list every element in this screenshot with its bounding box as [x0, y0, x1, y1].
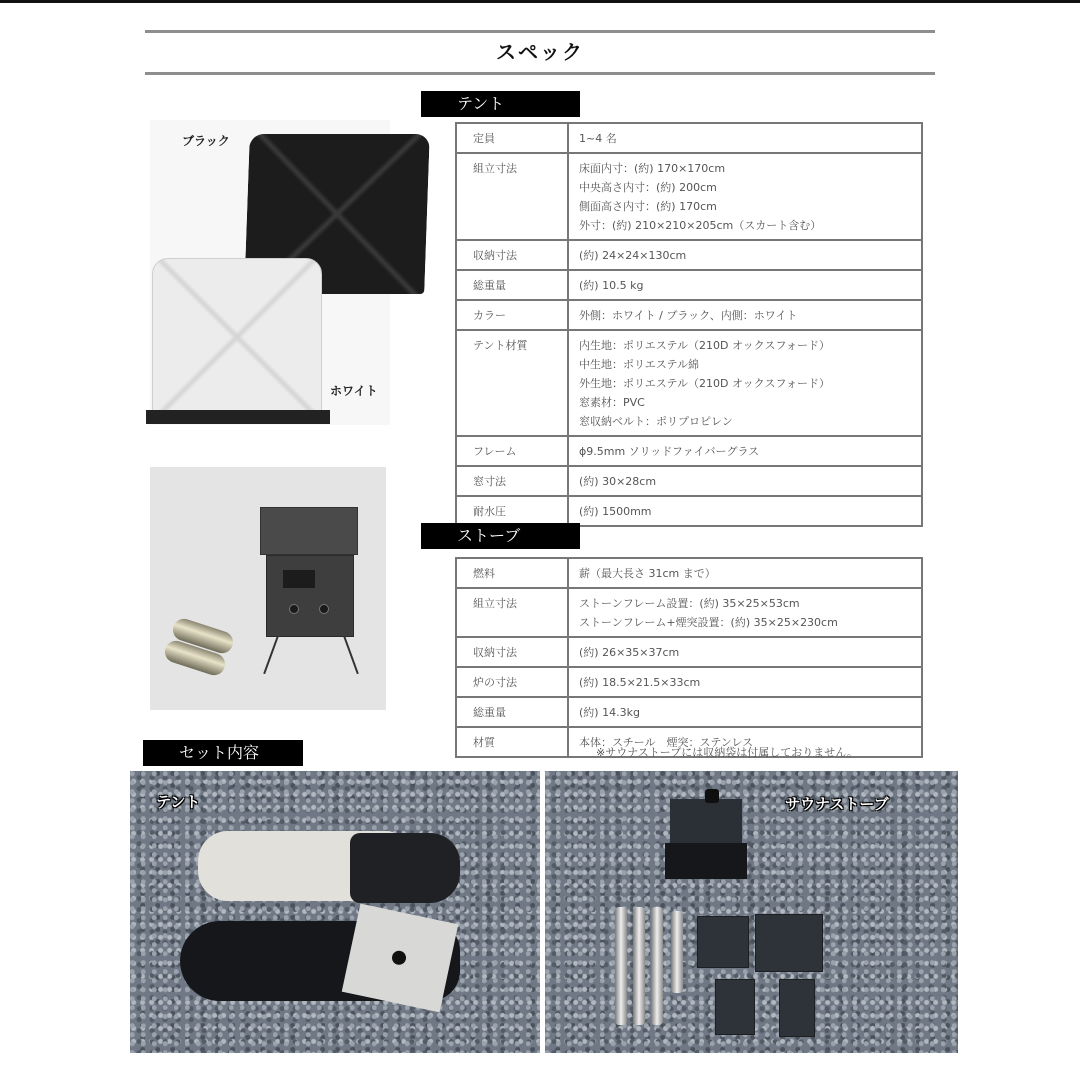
spec-key: 総重量 [456, 697, 568, 727]
title-rule-top [145, 30, 935, 33]
stove-front-graphic [665, 843, 747, 879]
spec-value-line: ストーンフレーム設置：(約) 35×25×53cm [579, 597, 800, 610]
spec-value-line: 薪（最大長さ 31cm まで） [579, 567, 716, 580]
spec-key: 収納寸法 [456, 240, 568, 270]
stove-frame-graphic [260, 507, 358, 555]
spec-value-line: ϕ9.5mm ソリッドファイバーグラス [579, 445, 760, 458]
pipe-segment-graphic [615, 907, 627, 1025]
spec-row [456, 667, 922, 697]
spec-key: 燃料 [456, 558, 568, 588]
spec-key: 材質 [456, 727, 568, 757]
set-caption-stove: サウナストーブ [785, 795, 889, 813]
spec-value [568, 240, 922, 270]
set-photo-stove [545, 771, 958, 1053]
spec-value-line: 中生地：ポリエステル綿 [579, 358, 700, 371]
stove-panel-graphic [755, 914, 823, 972]
spec-value-line: 本体：スチール 煙突：ステンレス [579, 736, 754, 749]
tent-spec-table [455, 122, 923, 527]
stove-panel-graphic [697, 916, 749, 968]
stove-panel-graphic [779, 979, 815, 1037]
spec-key: 収納寸法 [456, 637, 568, 667]
spec-value [568, 466, 922, 496]
stove-window-graphic [283, 570, 315, 588]
spec-row [456, 123, 922, 153]
spec-row [456, 300, 922, 330]
spec-value-line: 外寸：(約) 210×210×205cm（スカート含む） [579, 219, 822, 232]
spec-value-line: (約) 10.5 kg [579, 279, 644, 292]
stove-leg-graphic [263, 636, 279, 674]
spec-key: 総重量 [456, 270, 568, 300]
tent-skirt-graphic [146, 410, 330, 424]
stove-knob-icon [289, 604, 299, 614]
stove-panel-graphic [715, 979, 755, 1035]
spec-key: 組立寸法 [456, 153, 568, 240]
pipe-segment-graphic [633, 907, 645, 1025]
spec-value-line: (約) 18.5×21.5×33cm [579, 676, 701, 689]
spec-value-line: 窓素材：PVC [579, 396, 645, 409]
spec-value-line: 内生地：ポリエステル（210D オックスフォード） [579, 339, 830, 352]
title-rule-bottom [145, 72, 935, 75]
spec-value-line: 側面高さ内寸：(約) 170cm [579, 200, 717, 213]
spec-value [568, 123, 922, 153]
spec-value-line: ストーンフレーム+煙突設置：(約) 35×25×230cm [579, 616, 838, 629]
spec-value-line: 1~4 名 [579, 132, 617, 145]
spec-row [456, 558, 922, 588]
spec-value [568, 496, 922, 526]
spec-value-line: 床面内寸：(約) 170×170cm [579, 162, 726, 175]
spec-value-line: (約) 24×24×130cm [579, 249, 687, 262]
spec-value [568, 558, 922, 588]
spec-key: 耐水圧 [456, 496, 568, 526]
spec-key: 炉の寸法 [456, 667, 568, 697]
spec-row [456, 496, 922, 526]
stove-spec-table [455, 557, 923, 758]
stove-knob-icon [319, 604, 329, 614]
set-caption-tent: テント [156, 793, 201, 811]
black-color-label: ブラック [182, 134, 230, 148]
rolled-tent-dark-graphic [350, 833, 460, 903]
spec-value [568, 300, 922, 330]
section-label-tent: テント [421, 91, 580, 117]
spec-key: 窓寸法 [456, 466, 568, 496]
section-label-set-contents: セット内容 [143, 740, 303, 766]
spec-value-line: (約) 30×28cm [579, 475, 657, 488]
tent-product-image [150, 120, 390, 425]
stove-box-graphic [670, 799, 742, 849]
stove-firebox-graphic [266, 555, 354, 637]
spec-value-line: (約) 26×35×37cm [579, 646, 680, 659]
spec-row [456, 270, 922, 300]
spec-value [568, 330, 922, 436]
spec-row [456, 466, 922, 496]
spec-value-line: (約) 1500mm [579, 505, 652, 518]
spec-value [568, 270, 922, 300]
stove-note: ※サウナストーブには収納袋は付属しておりません。 [596, 746, 858, 759]
page-title: スペック [496, 40, 584, 64]
stove-chimney-collar-graphic [705, 789, 719, 803]
spec-value-line: 窓収納ベルト：ポリプロピレン [579, 415, 733, 428]
spec-row [456, 697, 922, 727]
pipe-segment-graphic [671, 911, 683, 993]
white-tent-graphic [152, 258, 322, 416]
spec-value [568, 697, 922, 727]
spec-value-line: 中央高さ内寸：(約) 200cm [579, 181, 717, 194]
stove-leg-graphic [343, 636, 359, 674]
spec-row [456, 240, 922, 270]
section-label-stove: ストーブ [421, 523, 580, 549]
spec-key: 組立寸法 [456, 588, 568, 637]
spec-value [568, 153, 922, 240]
spec-row [456, 436, 922, 466]
spec-key: フレーム [456, 436, 568, 466]
spec-row [456, 588, 922, 637]
white-color-label: ホワイト [330, 384, 378, 398]
spec-row [456, 330, 922, 436]
spec-value-line: 外生地：ポリエステル（210D オックスフォード） [579, 377, 830, 390]
spec-key: 定員 [456, 123, 568, 153]
stove-product-image [150, 467, 386, 710]
spec-key: テント材質 [456, 330, 568, 436]
set-photo-tent [130, 771, 540, 1053]
spec-value [568, 436, 922, 466]
spec-value-line: (約) 14.3kg [579, 706, 640, 719]
spec-key: カラー [456, 300, 568, 330]
spec-row [456, 153, 922, 240]
spec-value-line: 外側：ホワイト / ブラック、内側：ホワイト [579, 309, 798, 322]
spec-value [568, 588, 922, 637]
pipe-segment-graphic [651, 907, 663, 1025]
top-border [0, 0, 1080, 3]
spec-row [456, 637, 922, 667]
spec-value [568, 637, 922, 667]
spec-value [568, 667, 922, 697]
